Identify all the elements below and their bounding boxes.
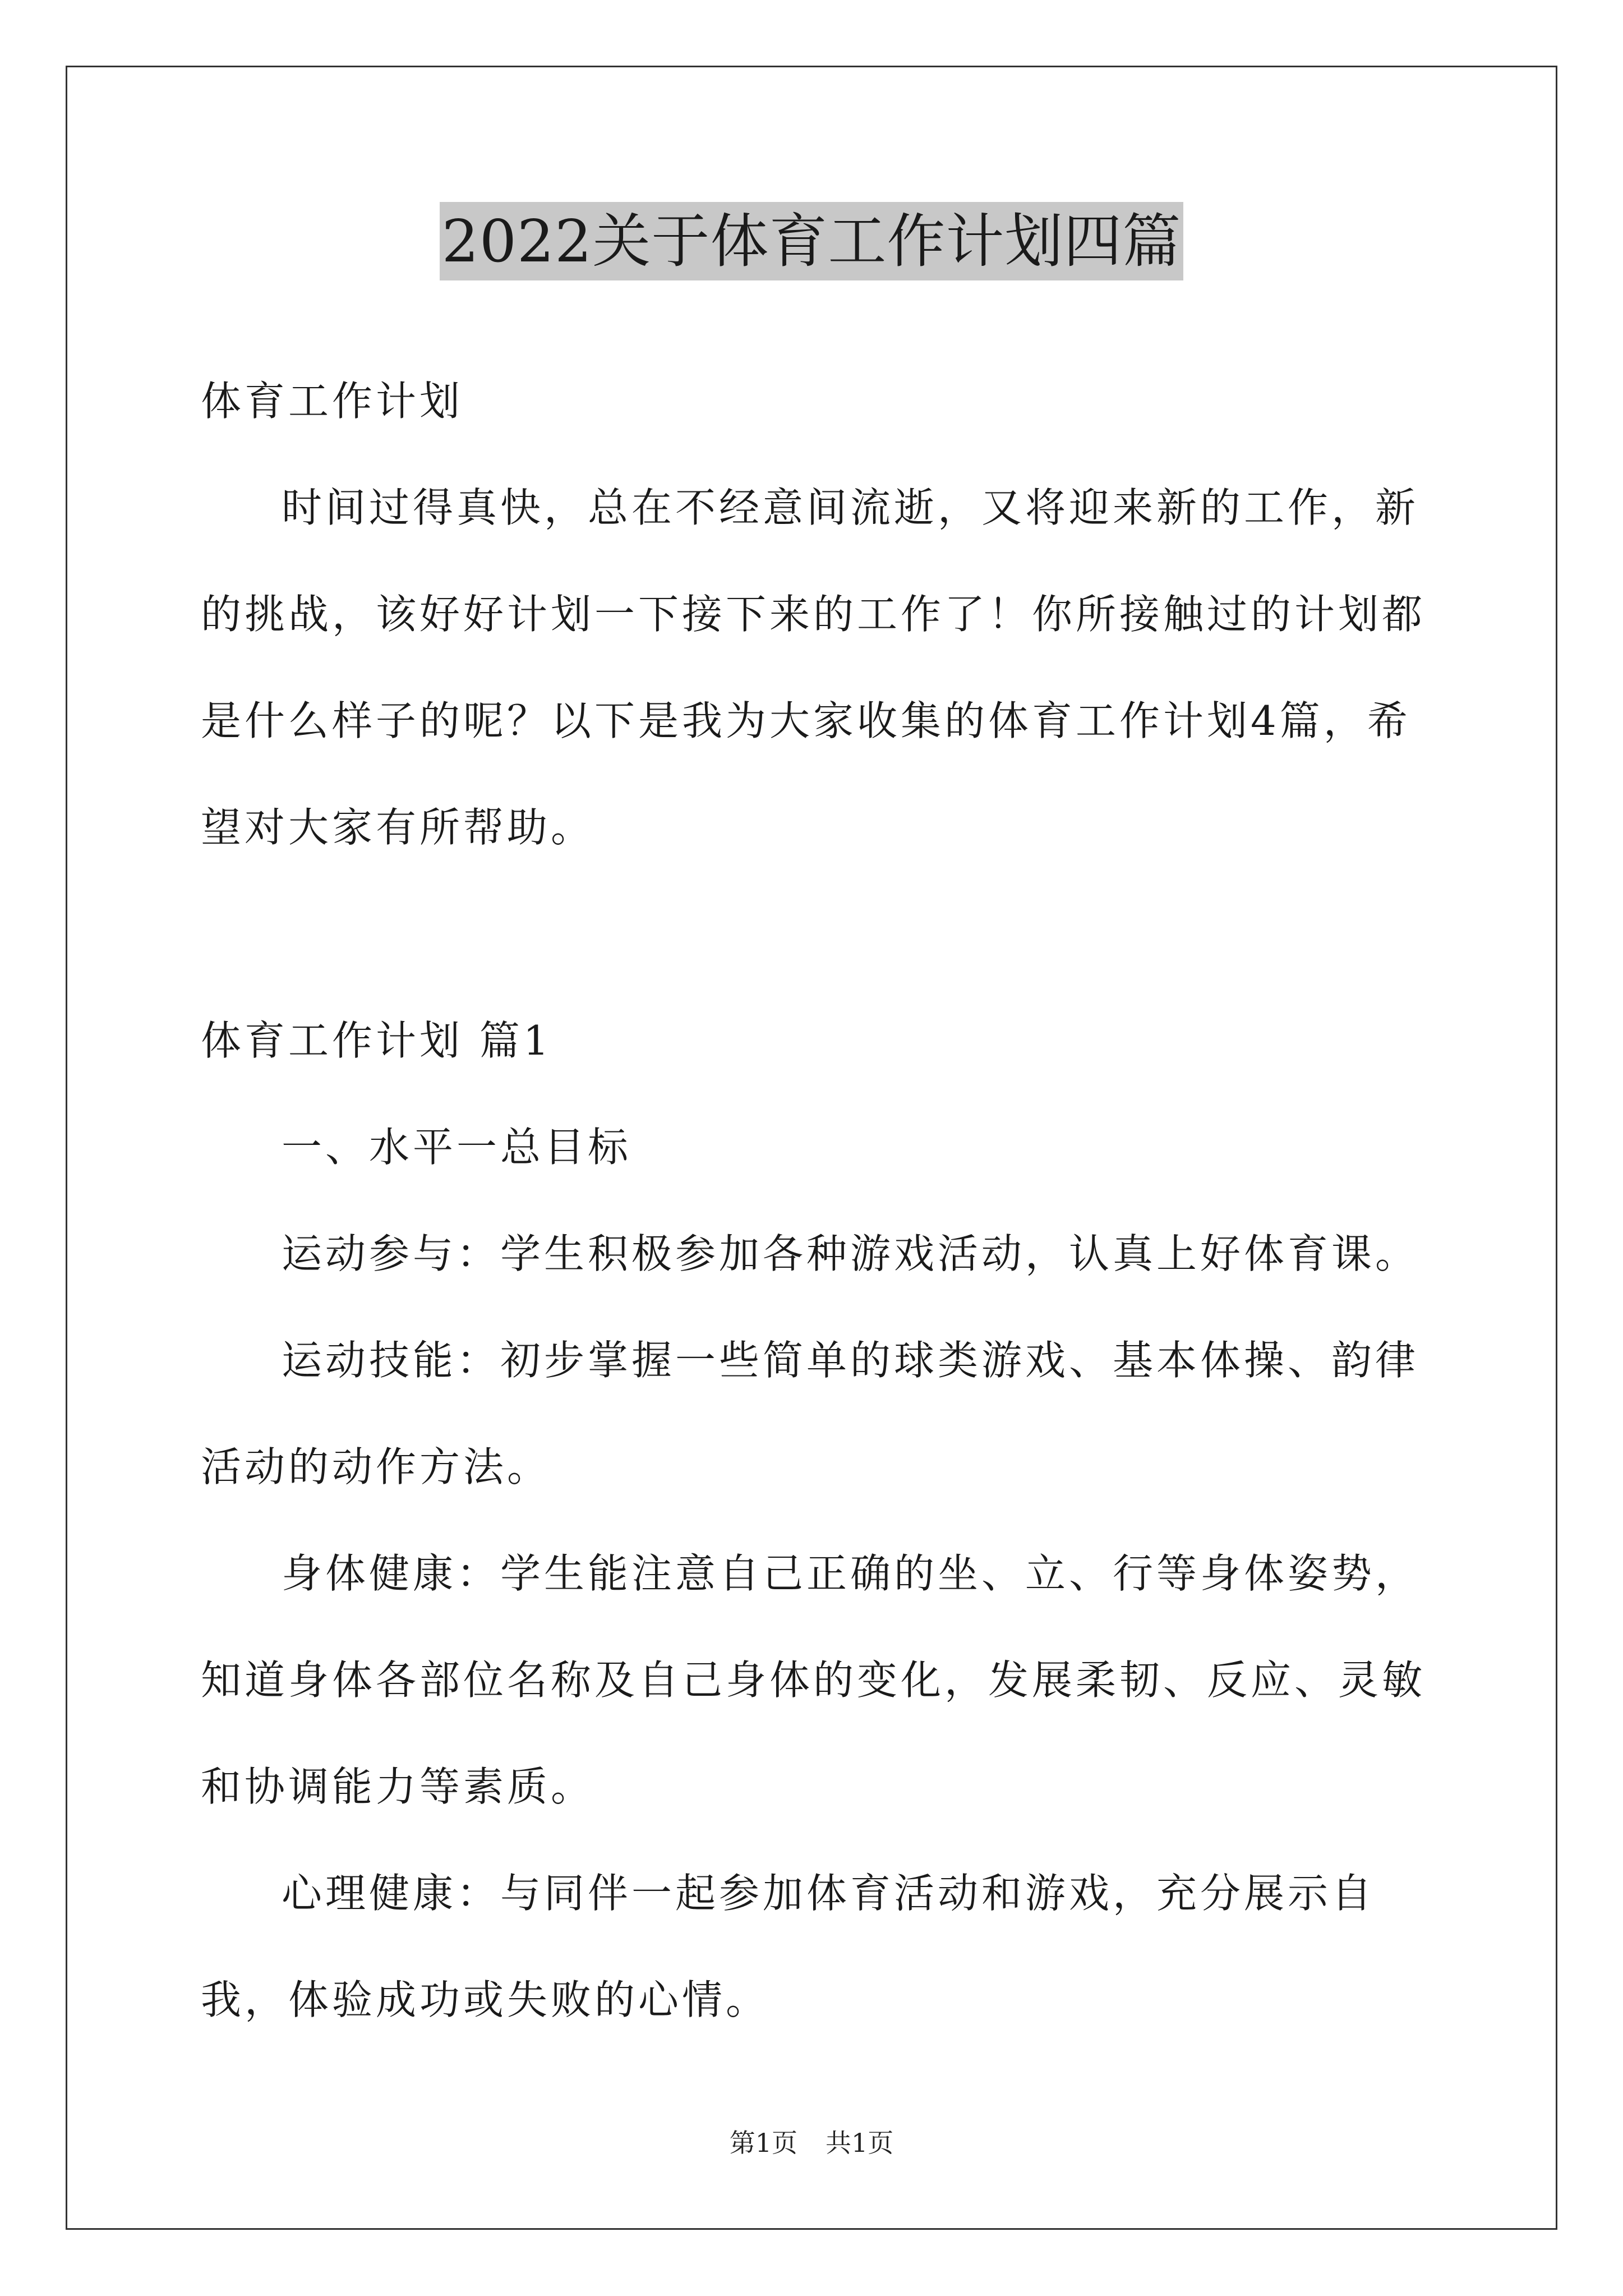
title-container: [0, 202, 1623, 280]
page-footer: [0, 2126, 1623, 2160]
goal-mental: 心理健康：与同伴一起参加体育活动和游戏，充分展示自我，体验成功或失败的心情。: [201, 1870, 1376, 2023]
section-spacer: [201, 881, 1429, 987]
document-body: [201, 348, 1429, 2053]
page-number-total: 共1页: [826, 2128, 894, 2158]
goal-heading: 一、水平一总目标: [282, 1124, 632, 1171]
page-number-current: 第1页: [729, 2128, 797, 2158]
intro-heading: 体育工作计划: [201, 378, 464, 425]
section-heading: 体育工作计划 篇1: [201, 1017, 552, 1064]
document-title: 2022关于体育工作计划四篇: [440, 202, 1184, 280]
goal-participation: 运动参与：学生积极参加各种游戏活动，认真上好体育课。: [282, 1230, 1419, 1277]
goal-physical: 身体健康：学生能注意自己正确的坐、立、行等身体姿势，知道身体各部位名称及自己身体的变化，发展柔韧、反应、灵敏和协调能力等素质。: [201, 1550, 1426, 1810]
intro-paragraph: 时间过得真快，总在不经意间流逝，又将迎来新的工作，新的挑战，该好好计划一下接下来的工作了！你所接触过的计划都是什么样子的呢？以下是我为大家收集的体育工作计划4篇，希望对大家有所帮助。: [201, 484, 1426, 851]
goal-skills: 运动技能：初步掌握一些简单的球类游戏、基本体操、韵律活动的动作方法。: [201, 1337, 1419, 1490]
